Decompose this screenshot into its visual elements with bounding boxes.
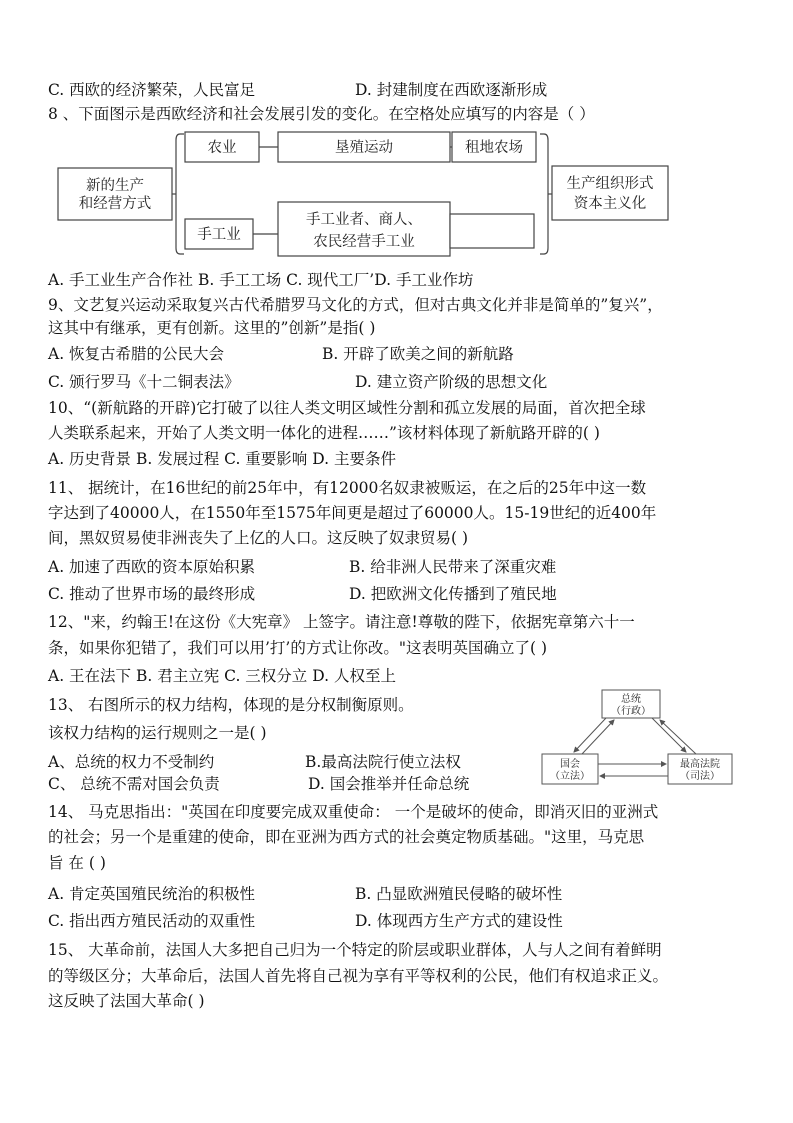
q11-stem-3: 间，黑奴贸易使非洲丧失了上亿的人口。这反映了奴隶贸易( ) [48, 529, 469, 547]
diagram-congress: 国会 [560, 759, 580, 770]
diagram-court-role: （司法） [680, 771, 720, 782]
diagram-agriculture: 农业 [207, 140, 237, 156]
q10-options: A. 历史背景 B. 发展过程 C. 重要影响 D. 主要条件 [48, 450, 396, 468]
q14-option-c: C. 指出西方殖民活动的双重性 [48, 912, 256, 930]
q11-option-b: B. 给非洲人民带来了深重灾难 [349, 558, 557, 576]
diagram-congress-role: （立法） [550, 771, 590, 782]
q8-stem: 8 、下面图示是西欧经济和社会发展引发的变化。在空格处应填写的内容是（ ） [48, 105, 595, 123]
q14-option-b: B. 凸显欧洲殖民侵略的破坏性 [355, 885, 563, 903]
diagram-court: 最高法院 [680, 759, 720, 770]
q12-stem-1: 12、"来，约翰王!在这份《大宪章》 上签字。请注意!尊敬的陛下，依据宪章第六十一 [48, 613, 635, 631]
q13-stem-1: 13、 右图所示的权力结构，体现的是分权制衡原则。 [48, 696, 414, 714]
q11-option-d: D. 把欧洲文化传播到了殖民地 [349, 585, 557, 603]
q9-option-a: A. 恢复古希腊的公民大会 [48, 345, 225, 363]
q11-option-c: C. 推动了世界市场的最终形成 [48, 585, 256, 603]
diagram-left-line1: 新的生产 [86, 178, 144, 194]
q13-option-a: A、总统的权力不受制约 [48, 753, 215, 771]
q11-stem-1: 11、 据统计，在16世纪的前25年中，有12000名奴隶被贩运，在之后的25年中这一数 [48, 479, 647, 497]
q14-stem-3: 旨 在 ( ) [48, 854, 106, 872]
q15-stem-1: 15、 大革命前，法国人大多把自己归为一个特定的阶层或职业群体，人与人之间有着鲜明 [48, 941, 662, 959]
diagram-president: 总统 [621, 694, 641, 705]
diagram-rent-farm: 租地农场 [465, 140, 523, 156]
q12-stem-2: 条，如果你犯错了，我们可以用’打’的方式让你改。"这表明英国确立了( ) [48, 639, 548, 657]
q15-stem-3: 这反映了法国大革命( ) [48, 992, 205, 1010]
q14-option-d: D. 体现西方生产方式的建设性 [355, 912, 563, 930]
q8-options: A. 手工业生产合作社 B. 手工工场 C. 现代工厂’D. 手工业作坊 [48, 271, 474, 289]
q10-stem-1: 10、“(新航路的开辟)它打破了以往人类文明区域性分割和孤立发展的局面，首次把全球 [48, 399, 646, 417]
q9-option-d: D. 建立资产阶级的思想文化 [355, 373, 548, 391]
q14-option-a: A. 肯定英国殖民统治的积极性 [48, 885, 256, 903]
diagram-reclamation: 垦殖运动 [335, 140, 393, 156]
diagram-handicraft: 手工业 [197, 227, 241, 243]
q9-stem-2: 这其中有继承，更有创新。这里的”创新”是指( ) [48, 319, 376, 337]
diagram-right-line2: 资本主义化 [573, 196, 647, 212]
q15-stem-2: 的等级区分；大革命后，法国人首先将自己视为享有平等权利的公民，他们有权追求正义。 [48, 967, 669, 985]
q13-option-c: C、 总统不需对国会负责 [48, 775, 220, 793]
diagram-artisans-line1: 手工业者、商人、 [306, 212, 422, 228]
q13-stem-2: 该权力结构的运行规则之一是( ) [48, 724, 267, 742]
q10-stem-2: 人类联系起来，开始了人类文明一体化的进程……”该材料体现了新航路开辟的( ) [48, 424, 600, 442]
diagram-right-line1: 生产组织形式 [566, 176, 654, 192]
diagram-artisans-line2: 农民经营手工业 [313, 234, 415, 250]
q9-stem-1: 9、文艺复兴运动采取复兴古代希腊罗马文化的方式，但对古典文化并非是简单的”复兴”， [48, 296, 663, 314]
q11-option-a: A. 加速了西欧的资本原始积累 [48, 558, 256, 576]
q11-stem-2: 字达到了40000人，在1550年至1575年间更是超过了60000人。15-19世纪的近400年 [48, 504, 657, 522]
q12-options: A. 王在法下 B. 君主立宪 C. 三权分立 D. 人权至上 [48, 667, 396, 685]
q9-option-c: C. 颁行罗马《十二铜表法》 [48, 373, 240, 391]
q8-flow-diagram [56, 128, 676, 264]
q14-stem-1: 14、 马克思指出："英国在印度要完成双重使命： 一个是破坏的使命，即消灭旧的亚洲式 [48, 803, 659, 821]
q14-stem-2: 的社会；另一个是重建的使命，即在亚洲为西方式的社会奠定物质基础。"这里，马克思 [48, 828, 645, 846]
diagram-president-role: （行政） [611, 706, 651, 717]
q7-option-d: D. 封建制度在西欧逐渐形成 [355, 81, 548, 99]
q13-option-d: D. 国会推举并任命总统 [308, 775, 470, 793]
q9-option-b: B. 开辟了欧美之间的新航路 [322, 345, 514, 363]
q7-option-c: C. 西欧的经济繁荣，人民富足 [48, 81, 256, 99]
diagram-left-line2: 和经营方式 [78, 196, 152, 212]
q13-power-structure-diagram [540, 688, 740, 796]
q13-option-b: B.最高法院行使立法权 [305, 753, 461, 771]
